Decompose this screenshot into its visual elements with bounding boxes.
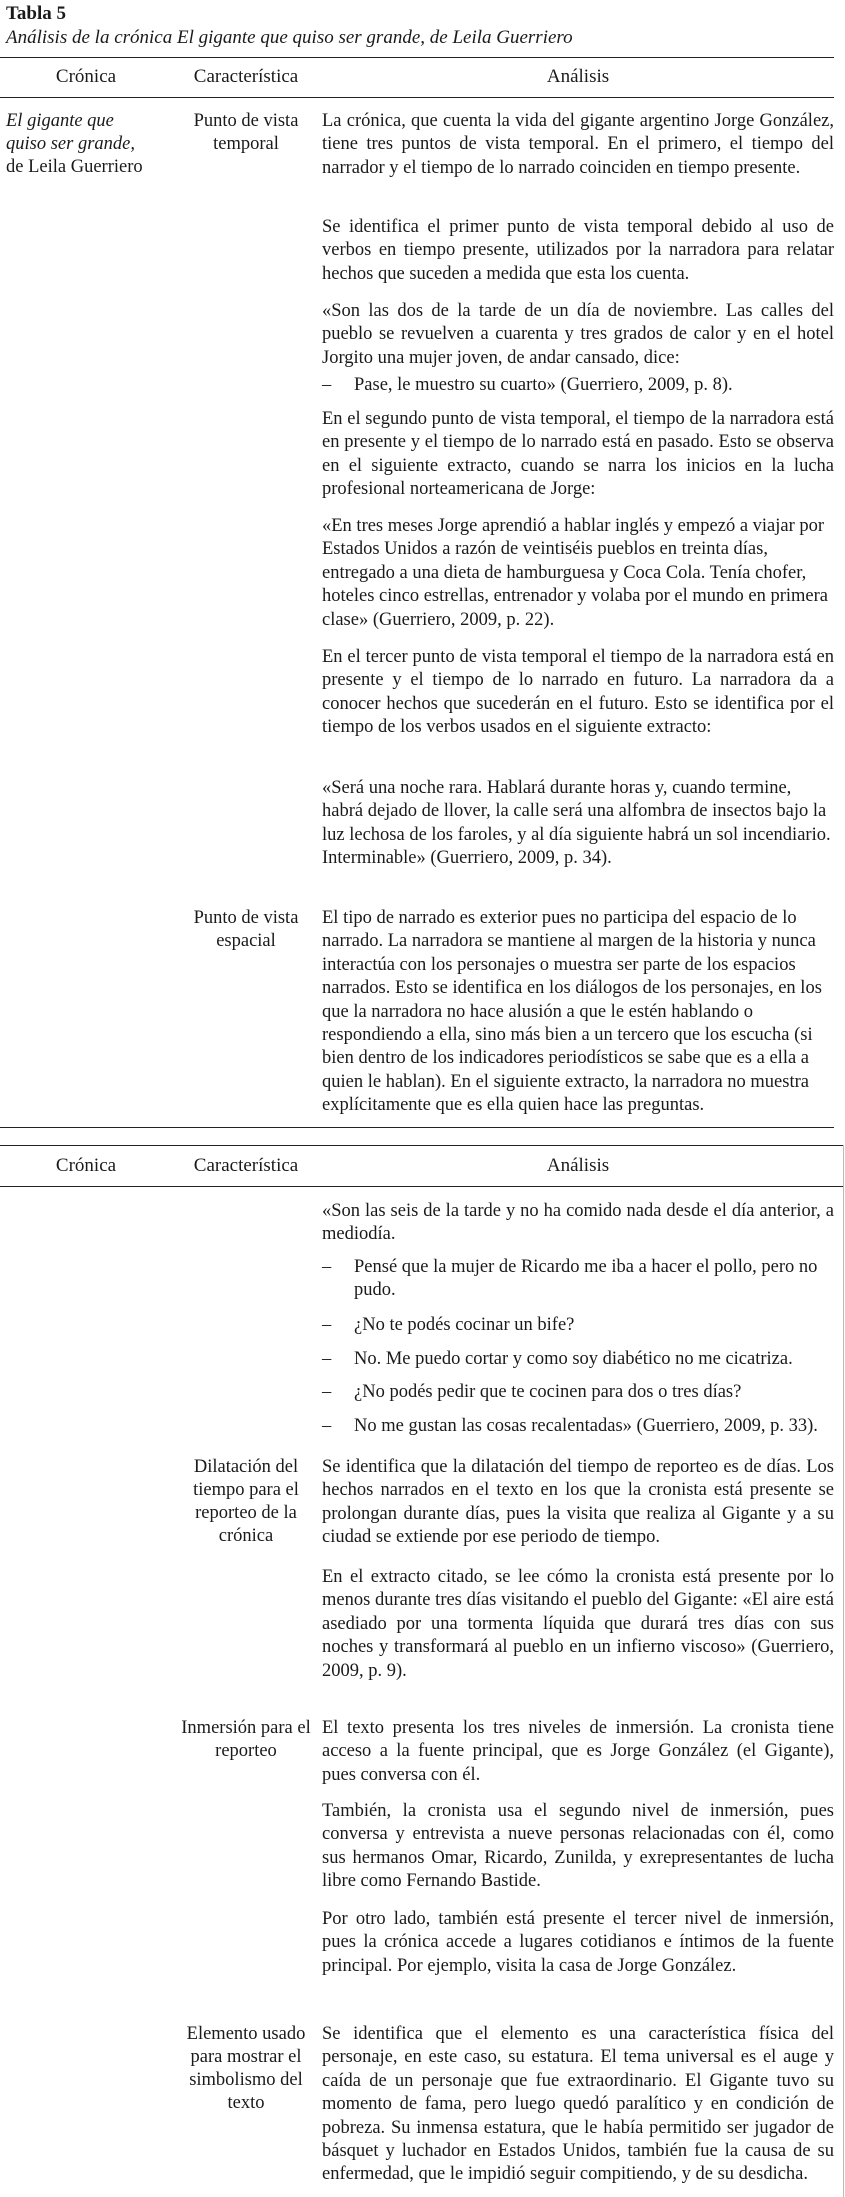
analysis-paragraph: En el segundo punto de vista temporal, el tiempo de la narradora está en presente y el tiempo de lo narrado está en pasado. Esto se observa en el siguiente extracto, cuando se narra los inicios en la lucha profesional norteamericana de Jorge: bbox=[322, 409, 834, 500]
characteristic-inmersion bbox=[174, 1717, 318, 1763]
dialogue-dash: – bbox=[322, 1382, 332, 1402]
characteristic-line: Dilatación del bbox=[193, 1457, 299, 1477]
header-bottom-rule bbox=[0, 97, 834, 98]
characteristic-temporal bbox=[174, 110, 318, 156]
cronica-title bbox=[6, 110, 166, 179]
header-cronica: Crónica bbox=[55, 66, 117, 87]
cronica-author: de Leila Guerriero bbox=[6, 157, 143, 177]
characteristic-line: Punto de vista bbox=[193, 908, 299, 928]
analysis-paragraph: Se identifica que la dilatación del tiempo de reporteo es de días. Los hechos narrados en el texto en los que la cronista está presente se prolongan durante días, pues la visita que realiza al Gigante y a su ciudad se extiende por ese periodo de tiempo. bbox=[322, 1457, 834, 1548]
characteristic-line: para mostrar el bbox=[190, 2047, 302, 2067]
characteristic-line: Inmersión para el bbox=[181, 1718, 311, 1738]
characteristic-line: espacial bbox=[216, 931, 276, 951]
analysis-paragraph: Se identifica que el elemento es una característica física del personaje, en este caso, su estatura. El tema universal es el auge y caída de un personaje que fue extraordinario. El Gigante tuvo su momento de fama, pero luego quedó paralítico y en condición de pobreza. Su inmensa estatura, que le había permitido ser jugador de básquet y luchador en Estados Unidos, también fue la causa de su enfermedad, que le impidió seguir compitiendo, y de su desdicha. bbox=[322, 2024, 834, 2185]
header-caracteristica: Característica bbox=[193, 66, 299, 87]
header-caracteristica-2: Característica bbox=[193, 1155, 299, 1176]
dialogue-line: Pase, le muestro su cuarto» (Guerriero, 2009, p. 8). bbox=[354, 375, 733, 395]
characteristic-line: temporal bbox=[213, 134, 279, 154]
characteristic-dilatacion bbox=[174, 1456, 318, 1548]
characteristic-line: reporteo bbox=[215, 1741, 277, 1761]
dialogue-line: ¿No podés pedir que te cocinen para dos o tres días? bbox=[354, 1382, 742, 1402]
dialogue-line: ¿No te podés cocinar un bife? bbox=[354, 1315, 575, 1335]
dialogue-dash: – bbox=[322, 1257, 332, 1277]
characteristic-line: Elemento usado bbox=[186, 2024, 306, 2044]
page-break-rule bbox=[0, 1127, 834, 1128]
header-top-rule-2 bbox=[0, 1145, 843, 1146]
dialogue-dash: – bbox=[322, 1315, 332, 1335]
analysis-paragraph: El texto presenta los tres niveles de inmersión. La cronista tiene acceso a la fuente principal, que es Jorge González (el Gigante), pues conversa con él. bbox=[322, 1718, 834, 1785]
characteristic-line: simbolismo del bbox=[189, 2070, 303, 2090]
analysis-quote: «Será una noche rara. Hablará durante horas y, cuando termine, habrá dejado de llover, la calle será una alfombra de insectos bajo la luz lechosa de los faroles, y al día siguiente habrá un sol incendiario. Interminable» (Guerriero, 2009, p. 34). bbox=[322, 778, 831, 869]
analysis-quote: «En tres meses Jorge aprendió a hablar inglés y empezó a viajar por Estados Unidos a razón de veintiséis pueblos en treinta días, entregado a una dieta de hamburguesa y Coca Cola. Tenía chofer, hoteles cinco estrellas, entrenador y volaba por el mundo en primera clase» (Guerriero, 2009, p. 22). bbox=[322, 516, 828, 630]
dialogue-dash: – bbox=[322, 375, 332, 395]
characteristic-line: crónica bbox=[218, 1526, 274, 1546]
header-analisis-2: Análisis bbox=[546, 1155, 610, 1176]
analysis-paragraph: En el tercer punto de vista temporal el tiempo de la narradora está en presente y el tiempo de lo narrado en futuro. La narradora da a conocer hechos que sucederán en el futuro. Esto se identifica por el tiempo de los verbos usados en el siguiente extracto: bbox=[322, 647, 834, 738]
characteristic-line: tiempo para el bbox=[193, 1480, 299, 1500]
analysis-paragraph: También, la cronista usa el segundo nivel de inmersión, pues conversa y entrevista a nueve personas relacionadas con él, como sus hermanos Omar, Ricardo, Zunilda, y exrepresentantes de lucha libre como Fernando Bastide. bbox=[322, 1801, 834, 1892]
analysis-paragraph: La crónica, que cuenta la vida del gigante argentino Jorge González, tiene tres puntos de vista temporal. En el primero, el tiempo del narrador y el tiempo de lo narrado coinciden en tiempo presente. bbox=[322, 111, 834, 178]
cronica-title-line1: El gigante que bbox=[6, 111, 114, 131]
analysis-paragraph: Se identifica el primer punto de vista temporal debido al uso de verbos en tiempo presente, utilizados por la narradora para relatar hechos que suceden a medida que esta los cuenta. bbox=[322, 217, 834, 284]
analysis-quote: «Son las seis de la tarde y no ha comido nada desde el día anterior, a mediodía. bbox=[322, 1201, 834, 1245]
dialogue-dash: – bbox=[322, 1416, 332, 1436]
page-right-edge bbox=[843, 1145, 844, 2197]
dialogue-line: No. Me puedo cortar y como soy diabético no me cicatriza. bbox=[354, 1349, 793, 1369]
characteristic-line: Punto de vista bbox=[193, 111, 299, 131]
characteristic-simbolismo bbox=[174, 2023, 318, 2115]
characteristic-espacial bbox=[174, 907, 318, 953]
analysis-paragraph: El tipo de narrado es exterior pues no participa del espacio de lo narrado. La narradora se mantiene al margen de la historia y nunca interactúa con los personajes o muestra ser parte de los espacios narrados. Esto se identifica en los diálogos de los personajes, en los que la narradora no hace alusión a que le estén hablando o respondiendo a ella, sino más bien a un tercero que los escucha (si bien dentro de los indicadores periodísticos se sabe que es a ella a quien le hablan). En el siguiente extracto, la narradora no muestra explícitamente que es ella quien hace las preguntas. bbox=[322, 908, 822, 1116]
header-cronica-2: Crónica bbox=[55, 1155, 117, 1176]
dialogue-dash: – bbox=[322, 1349, 332, 1369]
header-top-rule bbox=[0, 57, 834, 58]
dialogue-line: Pensé que la mujer de Ricardo me iba a hacer el pollo, pero no pudo. bbox=[354, 1257, 818, 1301]
characteristic-line: reporteo de la bbox=[195, 1503, 297, 1523]
header-analisis: Análisis bbox=[546, 66, 610, 87]
header-bottom-rule-2 bbox=[0, 1186, 843, 1187]
table-number: Tabla 5 bbox=[6, 3, 67, 24]
analysis-paragraph: En el extracto citado, se lee cómo la cronista está presente por lo menos durante tres días visitando el pueblo del Gigante: «El aire está asediado por una tormenta líquida que durará tres días con sus noches y transformará al pueblo en un infierno viscoso» (Guerriero, 2009, p. 9). bbox=[322, 1567, 834, 1681]
cronica-title-line2: quiso ser grande, bbox=[6, 134, 135, 154]
analysis-paragraph: Por otro lado, también está presente el tercer nivel de inmersión, pues la crónica accede a lugares cotidianos e íntimos de la fuente principal. Por ejemplo, visita la casa de Jorge González. bbox=[322, 1909, 834, 1976]
table-caption: Análisis de la crónica El gigante que quiso ser grande, de Leila Guerriero bbox=[6, 27, 573, 48]
characteristic-line: texto bbox=[227, 2093, 265, 2113]
dialogue-line: No me gustan las cosas recalentadas» (Guerriero, 2009, p. 33). bbox=[354, 1416, 818, 1436]
analysis-quote: «Son las dos de la tarde de un día de noviembre. Las calles del pueblo se revuelven a cuarenta y tres grados de calor y en el hotel Jorgito una mujer joven, de andar cansado, dice: bbox=[322, 301, 834, 368]
